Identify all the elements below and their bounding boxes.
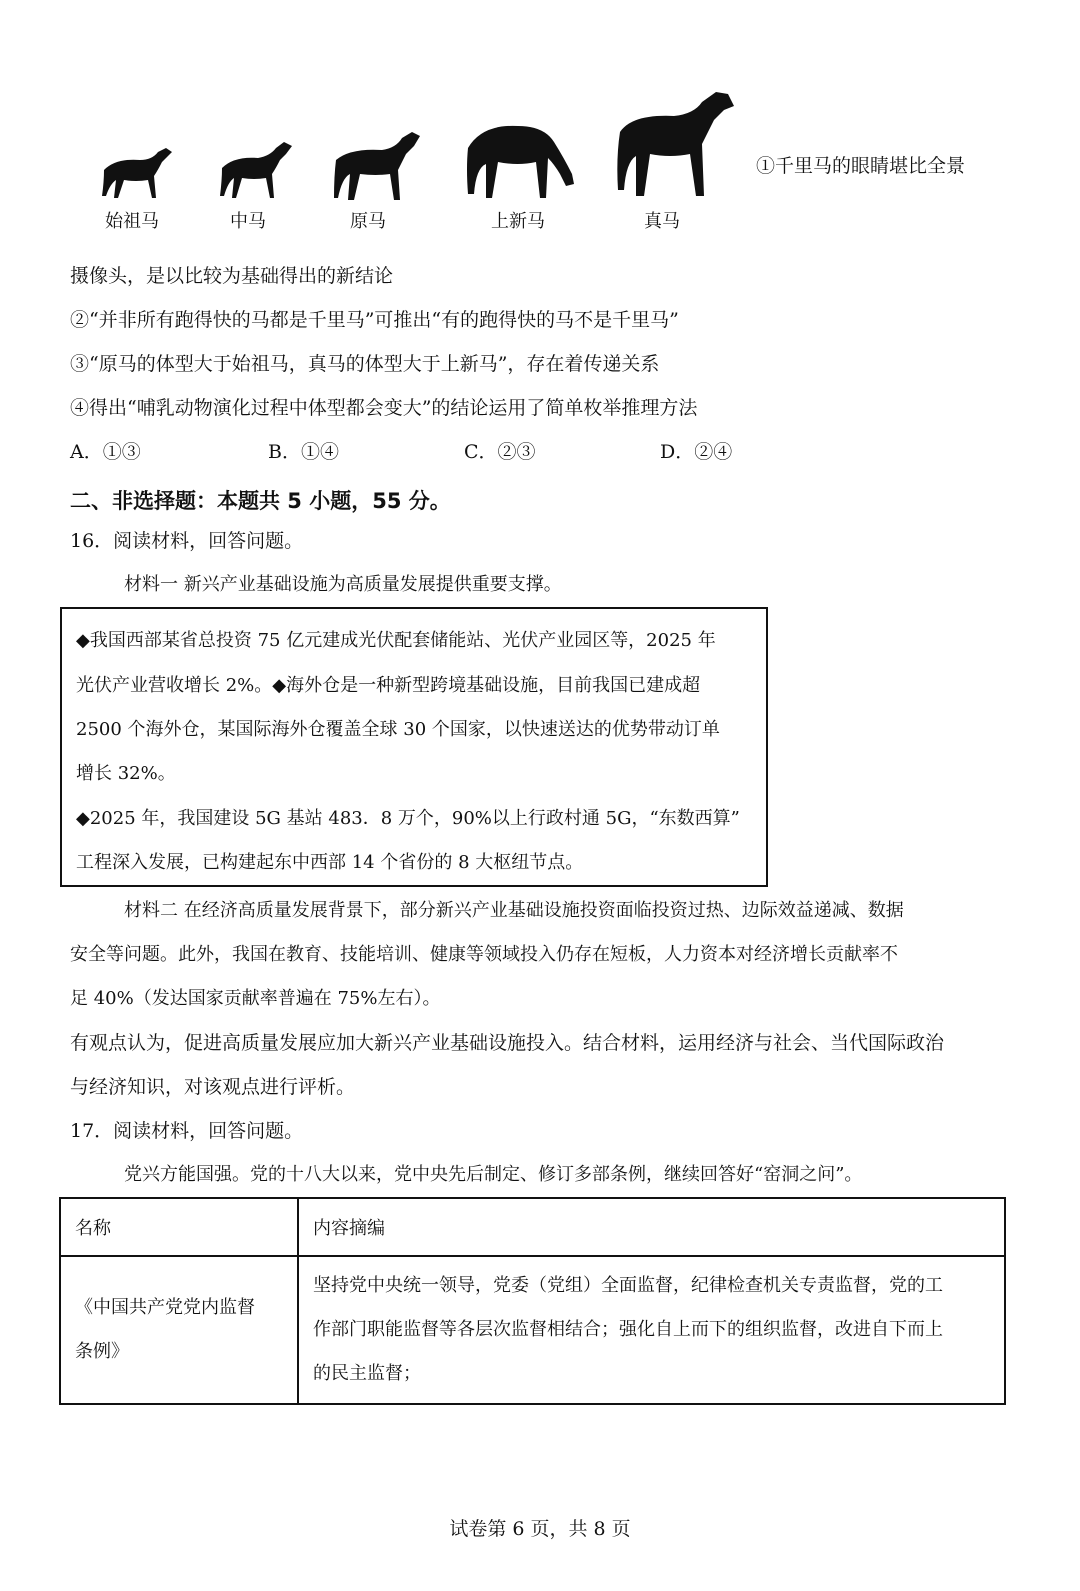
page-footer: 试卷第 6 页，共 8 页 [449, 1518, 631, 1540]
q16-question-line: 与经济知识，对该观点进行评析。 [70, 1076, 356, 1098]
q16-box-line: ◆我国西部某省总投资 75 亿元建成光伏配套储能站、光伏产业园区等，2025 年 [76, 630, 716, 651]
horse-label-zhenma: 真马 [644, 211, 680, 232]
q15-choice-b[interactable]: B．①④ [268, 441, 339, 463]
q16-material1-intro: 材料一 新兴产业基础设施为高质量发展提供重要支撑。 [124, 574, 562, 595]
horse-label-zhongma: 中马 [230, 211, 266, 232]
q17-intro: 党兴方能国强。党的十八大以来，党中央先后制定、修订多部条例，继续回答好“窑洞之问”。 [124, 1164, 863, 1185]
q15-choice-d[interactable]: D．②④ [660, 441, 733, 463]
table-name-line: 条例》 [75, 1341, 129, 1362]
q16-material2-line: 安全等问题。此外，我国在教育、技能培训、健康等领域投入仍存在短板，人力资本对经济增长贡献率不 [70, 944, 898, 965]
q16-box-line: 增长 32%。 [76, 763, 176, 784]
horse-label-shizuma: 始祖马 [105, 211, 159, 232]
table-content-line: 坚持党中央统一领导，党委（党组）全面监督，纪律检查机关专责监督，党的工 [313, 1275, 943, 1296]
table-cell-name [60, 1256, 298, 1404]
q16-box-line: ◆2025 年，我国建设 5G 基站 483．8 万个，90%以上行政村通 5G，“东数西算” [76, 808, 740, 829]
horse-label-shangxinma: 上新马 [491, 211, 545, 232]
table-content-line: 作部门职能监督等各层次监督相结合；强化自上而下的组织监督，改进自下而上 [313, 1319, 943, 1340]
q16-stem: 16．阅读材料，回答问题。 [70, 530, 304, 552]
q15-option1-line1: ①千里马的眼睛堪比全景 [756, 155, 966, 177]
q16-question-line: 有观点认为，促进高质量发展应加大新兴产业基础设施投入。结合材料，运用经济与社会、当代国际政治 [70, 1032, 945, 1054]
table-content-line: 的民主监督； [313, 1363, 421, 1384]
horse-shangxinma-icon [462, 118, 578, 206]
q17-regulations-table [59, 1197, 1006, 1405]
q15-option3: ③“原马的体型大于始祖马，真马的体型大于上新马”，存在着传递关系 [70, 353, 660, 375]
q16-box-line: 工程深入发展，已构建起东中西部 14 个省份的 8 大枢纽节点。 [76, 852, 584, 873]
table-name-line: 《中国共产党党内监督 [75, 1297, 255, 1318]
q16-material2-line: 足 40%（发达国家贡献率普遍在 75%左右）。 [70, 988, 441, 1009]
q16-box-line: 2500 个海外仓，某国际海外仓覆盖全球 30 个国家，以快速送达的优势带动订单 [76, 719, 720, 740]
q15-option1-line2: 摄像头，是以比较为基础得出的新结论 [70, 265, 394, 287]
horse-label-yuanma: 原马 [350, 211, 386, 232]
table-cell-content [298, 1256, 1005, 1404]
section2-title: 二、非选择题：本题共 5 小题，55 分。 [70, 489, 451, 513]
table-header-name: 名称 [60, 1198, 298, 1256]
table-header-content: 内容摘编 [298, 1198, 1005, 1256]
horse-zhongma-icon [212, 136, 296, 206]
horse-zhenma-icon [614, 88, 738, 206]
q15-option2: ②“并非所有跑得快的马都是千里马”可推出“有的跑得快的马不是千里马” [70, 309, 679, 331]
q16-box-line: 光伏产业营收增长 2%。◆海外仓是一种新型跨境基础设施，目前我国已建成超 [76, 675, 701, 696]
q16-material2-line: 材料二 在经济高质量发展背景下，部分新兴产业基础设施投资面临投资过热、边际效益递减、数据 [124, 900, 904, 921]
q15-choice-a[interactable]: A．①③ [70, 441, 141, 463]
q17-stem: 17．阅读材料，回答问题。 [70, 1120, 304, 1142]
horse-shizuma-icon [96, 140, 176, 206]
horse-yuanma-icon [328, 126, 424, 206]
q15-choice-c[interactable]: C．②③ [464, 441, 536, 463]
q15-option4: ④得出“哺乳动物演化过程中体型都会变大”的结论运用了简单枚举推理方法 [70, 397, 698, 419]
